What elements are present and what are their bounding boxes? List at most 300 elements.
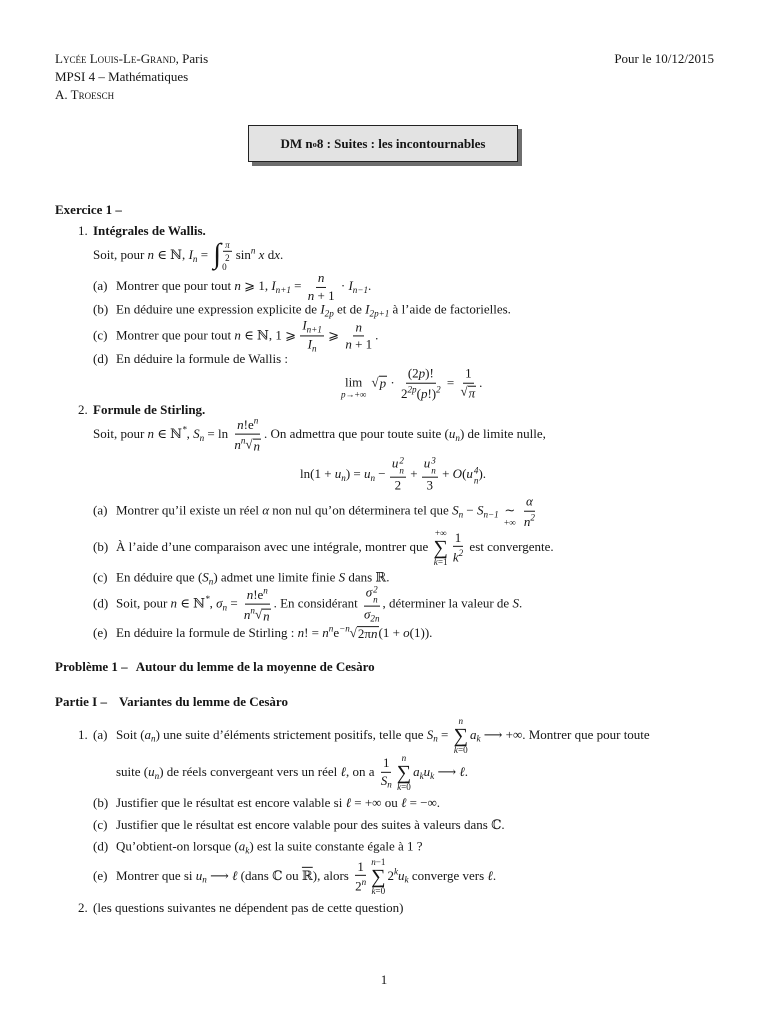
question-1d <box>93 351 288 367</box>
text-run: ) une suite d’éléments strictement positifs, telle que <box>155 726 427 742</box>
math-variable: ℓ <box>340 763 346 779</box>
radical-sign-icon <box>255 608 262 623</box>
part1-question-1e <box>93 858 496 896</box>
question-1a <box>93 271 371 303</box>
fraction-denominator <box>522 511 537 529</box>
question-2a <box>93 495 538 530</box>
math-variable: n <box>243 607 251 623</box>
math-variable: I <box>365 301 370 317</box>
question-label: (c) <box>93 817 108 832</box>
fraction-denominator <box>379 773 394 790</box>
math-variable: n <box>322 625 329 641</box>
title-superscript: o <box>312 138 317 149</box>
question-text <box>116 856 497 897</box>
math-variable: n <box>401 752 407 763</box>
text-run: et de <box>333 301 366 317</box>
math-variable: u <box>148 763 155 779</box>
fraction-denominator <box>362 607 382 624</box>
part1-question-1d <box>93 839 423 856</box>
question-text <box>116 269 372 303</box>
integral-operator <box>213 240 233 272</box>
question-2e <box>93 624 432 642</box>
text-run: ⩾ <box>324 326 343 342</box>
title-main: 8 : Suites : les incontournables <box>316 135 486 151</box>
lower-limit <box>434 558 448 567</box>
log-expansion-formula <box>300 457 486 494</box>
text-run: =0 <box>375 886 386 897</box>
subscript: n <box>431 465 436 476</box>
square-root <box>372 375 388 391</box>
question-1b <box>93 302 511 319</box>
math-variable: S <box>512 595 519 611</box>
radicand <box>262 609 271 624</box>
math-variable: u <box>364 465 371 481</box>
fraction-numerator <box>223 240 232 252</box>
subscript: n−1 <box>352 284 369 295</box>
text-run: = <box>437 726 452 742</box>
math-variable: n <box>237 417 244 433</box>
fraction-numerator <box>463 367 474 384</box>
text-run: ∈ ℕ, <box>154 246 189 262</box>
math-variable: π <box>225 239 230 250</box>
text-run: +∞ <box>434 527 447 538</box>
problem-title: Autour du lemme de la moyenne de Cesàro <box>135 659 375 674</box>
radicand <box>468 386 477 401</box>
operator-symbol: ∫ <box>213 238 222 270</box>
question-label: (b) <box>93 301 109 317</box>
math-variable: ℓ <box>400 795 407 810</box>
text-run: (2 <box>407 365 419 381</box>
text-run: e <box>333 625 340 641</box>
superscript: * <box>182 424 187 435</box>
math-variable: S <box>380 772 388 788</box>
fraction-denominator <box>451 547 465 565</box>
math-variable: σ <box>363 607 371 623</box>
text-run: Soit, pour <box>93 425 148 441</box>
question-label: (d) <box>93 838 109 854</box>
subscript: n <box>458 509 464 520</box>
math-variable: a <box>144 726 152 742</box>
math-variable: I <box>320 301 325 317</box>
math-variable: u <box>334 465 342 481</box>
text-run: d <box>264 246 275 262</box>
text-run: + 1 <box>351 336 373 352</box>
question-text <box>116 493 538 529</box>
math-variable: n <box>355 318 362 334</box>
text-run: . <box>464 763 469 779</box>
fraction <box>223 240 232 263</box>
question-text <box>116 570 389 585</box>
math-variable: S <box>193 425 200 441</box>
question-text <box>116 839 423 854</box>
text-run: ⟶ <box>206 867 232 883</box>
text-run: Justifier que le résultat est encore valable pour des suites à valeurs dans ℂ. <box>116 817 505 832</box>
math-variable: n <box>307 287 315 303</box>
subscript: n <box>433 733 438 744</box>
text-run: à l’aide de factorielles. <box>389 301 511 317</box>
part-number: Partie I – <box>55 694 107 709</box>
text-run: ∈ ℕ <box>154 425 183 441</box>
lower-limit <box>397 783 411 792</box>
text-run: Montrer que pour tout <box>116 326 235 342</box>
text-run: 0 <box>222 262 227 273</box>
question-text <box>116 351 288 366</box>
text-run: ln(1 + <box>300 465 335 481</box>
fraction-numerator <box>300 318 324 336</box>
text-run: =1 <box>437 557 448 568</box>
fraction <box>353 860 368 895</box>
math-variable: n <box>234 277 241 293</box>
radicand <box>253 439 262 454</box>
math-variable: n <box>253 439 261 455</box>
part1-question-1c <box>93 817 505 833</box>
subscript: n <box>373 594 378 605</box>
text-run: (1 + <box>378 625 404 641</box>
header-school <box>55 51 208 67</box>
math-variable: p <box>341 389 346 400</box>
math-variable: S <box>476 502 484 518</box>
math-variable: u <box>466 465 473 481</box>
text-run: ( <box>462 465 467 481</box>
text-run: 1 <box>465 366 472 382</box>
math-variable: k <box>371 886 376 897</box>
superscript: 2 <box>458 548 464 559</box>
question-label: (c) <box>93 569 108 585</box>
math-variable: k <box>453 745 458 756</box>
text-run: + 1 <box>314 287 335 303</box>
fraction-numerator <box>353 320 364 337</box>
fraction-denominator <box>425 478 436 494</box>
math-variable: u <box>423 455 431 471</box>
text-run: · <box>337 277 349 293</box>
math-variable: α <box>262 502 270 518</box>
question-2c <box>93 570 389 587</box>
text-run: Soit, pour <box>93 246 148 262</box>
fraction <box>300 318 324 353</box>
operator-symbol: ∑ <box>433 536 448 559</box>
text-run: ∈ ℕ, 1 ⩾ <box>240 326 300 342</box>
math-variable: a <box>469 726 477 742</box>
question-number: 1. <box>78 223 88 238</box>
radical-sign-icon <box>461 385 468 400</box>
text-run: converge vers <box>408 867 488 883</box>
question-label: (a) <box>93 277 108 293</box>
question-1-heading <box>78 223 206 239</box>
radical-sign-icon <box>245 438 252 453</box>
operator-symbol: lim <box>344 374 363 390</box>
text-run: =0 <box>457 745 468 756</box>
fraction-denominator <box>232 435 263 455</box>
subscript: n <box>399 465 404 476</box>
text-run: →+∞ <box>345 389 367 400</box>
superscript: n <box>240 435 246 446</box>
math-variable: a <box>413 763 420 779</box>
subscript: k <box>404 874 409 885</box>
math-variable: n <box>371 626 378 642</box>
text-run: ) admet une limite finie <box>213 569 339 585</box>
header-author: A. Troesch <box>55 87 115 102</box>
text-run: ) = <box>345 465 364 481</box>
part1-question-1b <box>93 795 440 811</box>
math-variable: n <box>147 246 155 262</box>
math-variable: S <box>452 502 459 518</box>
question-label: (a) <box>93 502 108 518</box>
school-name: Lycée Louis-Le-Grand <box>55 51 176 66</box>
text-run: !e <box>243 417 254 433</box>
part1-question-1a <box>78 717 650 755</box>
subscript: n+1 <box>306 324 322 335</box>
subscript: n <box>312 343 317 354</box>
math-variable: n <box>458 715 464 726</box>
math-variable: n <box>246 587 254 603</box>
text-run: En déduire que ( <box>116 569 203 585</box>
superscript: −n <box>339 624 350 635</box>
text-run: Qu’obtient-on lorsque ( <box>116 838 239 854</box>
question-label: (e) <box>93 625 108 641</box>
question-text <box>116 715 650 756</box>
question-label: (a) <box>93 726 108 742</box>
text-run: 2 <box>355 878 362 894</box>
text-run: (1)). <box>409 625 433 641</box>
radical-sign-icon <box>372 375 379 391</box>
text-run: − <box>463 502 477 518</box>
question-1-statement <box>93 240 283 272</box>
exercise-heading: Exercice 1 – <box>55 202 122 217</box>
text-run: + <box>406 465 421 481</box>
text-run: non nul qu’on déterminera tel que <box>269 502 453 518</box>
sup-sub-stack <box>431 457 436 476</box>
part1-question-1a-continued <box>116 754 468 792</box>
math-variable: u <box>398 867 405 883</box>
text-run: 2π <box>357 626 371 642</box>
fraction-numerator <box>355 860 366 877</box>
text-run: En déduire la formule de Stirling : <box>116 625 298 641</box>
upper-limit <box>222 240 233 263</box>
math-variable: n <box>523 513 531 529</box>
subscript: k <box>476 733 481 744</box>
math-variable: n <box>234 326 241 342</box>
text-run: 2 <box>394 477 402 493</box>
question-text <box>116 317 379 354</box>
operator-symbol: ∑ <box>371 865 386 888</box>
text-run: Soit, pour <box>116 595 171 611</box>
square-root <box>350 626 379 642</box>
math-variable: p <box>379 375 387 391</box>
question-2-statement <box>93 416 546 455</box>
text-run: ⟶ +∞. Montrer que pour toute <box>480 726 650 742</box>
math-variable: S <box>338 569 346 585</box>
fraction-numerator <box>235 416 260 435</box>
text-run: ( <box>416 385 421 401</box>
text-run: )! <box>425 365 434 381</box>
sum-operator <box>433 529 447 567</box>
text-run: + <box>438 465 453 481</box>
text-run: sin <box>235 246 251 262</box>
subscript: n <box>208 576 214 587</box>
fraction <box>390 457 406 494</box>
superscript: 2 <box>373 584 378 595</box>
fraction <box>232 416 263 455</box>
fraction-numerator <box>453 531 464 548</box>
subscript: n <box>370 472 376 483</box>
text-run: = −∞. <box>406 795 441 810</box>
fraction-numerator <box>422 457 438 478</box>
subscript: n <box>222 602 228 613</box>
text-run: . <box>492 867 497 883</box>
operator-symbol: ∑ <box>453 724 468 747</box>
question-label: (b) <box>93 795 109 810</box>
math-variable: k <box>433 557 438 568</box>
text-run: − <box>375 465 389 481</box>
text-run: ) de limite nulle, <box>459 425 546 441</box>
fraction-denominator <box>306 337 319 354</box>
fraction-numerator <box>390 457 406 478</box>
question-text <box>116 584 523 625</box>
math-variable: k <box>397 782 402 793</box>
text-run: 3 <box>426 477 434 493</box>
fraction-numerator <box>364 586 380 607</box>
subscript: n <box>387 779 392 790</box>
text-run: ∈ ℕ <box>177 595 206 611</box>
sum-operator <box>397 754 411 792</box>
superscript: n <box>253 415 259 426</box>
overlined-symbol: ℝ <box>301 867 313 883</box>
fraction-numerator <box>316 271 327 288</box>
question-text <box>116 527 554 568</box>
square-root <box>245 438 261 454</box>
text-run: =0 <box>401 782 411 793</box>
text-run: , <box>186 425 194 441</box>
part1-question-2 <box>78 900 403 916</box>
subscript: k <box>419 770 424 781</box>
fraction <box>422 457 438 494</box>
subscript: n <box>473 475 479 486</box>
text-run <box>499 503 502 518</box>
question-title: Intégrales de Wallis. <box>93 223 206 238</box>
fraction-numerator <box>524 495 535 512</box>
text-run: ). <box>478 465 487 481</box>
operator-symbol: ∑ <box>396 761 412 784</box>
math-variable: σ <box>216 595 223 611</box>
fraction <box>379 756 394 790</box>
math-variable: n <box>371 856 376 867</box>
text-run: , <box>209 595 217 611</box>
text-run: Montrer qu’il existe un réel <box>116 502 263 518</box>
square-root <box>255 608 271 624</box>
math-variable: n <box>234 437 241 453</box>
fraction-denominator <box>393 478 404 494</box>
fraction-numerator <box>381 756 392 773</box>
question-text <box>116 795 440 810</box>
subscript: n <box>199 432 205 443</box>
subscript: 2n <box>370 613 380 624</box>
text-run: , on a <box>345 763 378 779</box>
superscript: 4 <box>473 465 479 476</box>
subscript: n+1 <box>275 284 291 295</box>
text-run: 1 <box>382 755 390 771</box>
fraction <box>522 495 537 530</box>
fraction <box>362 586 382 624</box>
superscript: n <box>328 624 334 635</box>
sup-sub-stack <box>399 457 404 476</box>
problem-heading <box>55 659 375 675</box>
question-label: (d) <box>93 351 109 366</box>
question-label: (e) <box>93 867 108 883</box>
subscript: k <box>430 770 435 781</box>
math-variable: u <box>423 763 431 779</box>
math-variable: n <box>263 609 270 625</box>
question-number: 1. <box>78 726 88 742</box>
radicand <box>357 627 379 642</box>
part-heading <box>55 694 288 710</box>
fraction-numerator <box>245 586 270 605</box>
math-variable: S <box>202 569 209 585</box>
subscript: k <box>245 845 250 856</box>
text-run: = <box>227 595 241 611</box>
text-run: ! = <box>304 625 323 641</box>
part-title: Variantes du lemme de Cesàro <box>118 694 288 709</box>
superscript: n <box>361 877 367 888</box>
subscript: n <box>341 472 346 483</box>
text-run: . En considérant <box>273 595 361 611</box>
math-variable: p <box>418 365 426 381</box>
math-variable: I <box>188 246 193 262</box>
fraction-denominator <box>343 337 374 353</box>
question-title: Formule de Stirling. <box>93 402 206 417</box>
text-run: Montrer que si <box>116 867 196 883</box>
text-run: . <box>375 326 379 342</box>
fraction <box>343 320 374 352</box>
math-variable: ℓ <box>459 763 465 779</box>
title-prefix: DM n <box>280 135 313 151</box>
operator-symbol: ∼ <box>504 502 516 518</box>
text-run: 2 <box>225 252 230 263</box>
text-run: . <box>479 374 483 390</box>
assignment-title-box <box>248 125 518 162</box>
text-run: (dans ℂ ou <box>237 867 302 883</box>
question-text <box>116 626 432 641</box>
superscript: n <box>250 245 256 256</box>
question-number: 2. <box>78 402 88 417</box>
text-run: Justifier que le résultat est encore valable si <box>116 795 346 810</box>
math-variable: π <box>468 385 476 401</box>
problem-number: Problème 1 – <box>55 659 128 674</box>
fraction-denominator <box>399 383 443 401</box>
math-variable: k <box>452 549 459 565</box>
text-run: . <box>368 277 372 293</box>
text-run: . <box>518 595 523 611</box>
text-run: ) est la suite constante égale à 1 ? <box>249 838 423 854</box>
text-run: +∞ <box>503 517 516 528</box>
question-text <box>116 817 505 832</box>
fraction-denominator <box>353 876 368 894</box>
text-run: = <box>290 277 305 293</box>
text-run: 1 <box>357 858 364 874</box>
text-run: = <box>197 246 212 262</box>
superscript: n <box>250 605 255 616</box>
text-run: dans ℝ. <box>345 569 390 585</box>
page-number: 1 <box>380 972 388 987</box>
text-run: −1 <box>375 856 386 867</box>
integral-bounds <box>221 240 234 272</box>
sum-operator <box>371 858 385 896</box>
question-label: (b) <box>93 538 109 554</box>
math-variable: α <box>525 493 533 509</box>
text-run: En déduire une expression explicite de <box>116 301 321 317</box>
text-run: Soit ( <box>116 726 145 742</box>
subscript: 2p <box>324 308 334 319</box>
text-run: = +∞ ou <box>351 795 401 810</box>
